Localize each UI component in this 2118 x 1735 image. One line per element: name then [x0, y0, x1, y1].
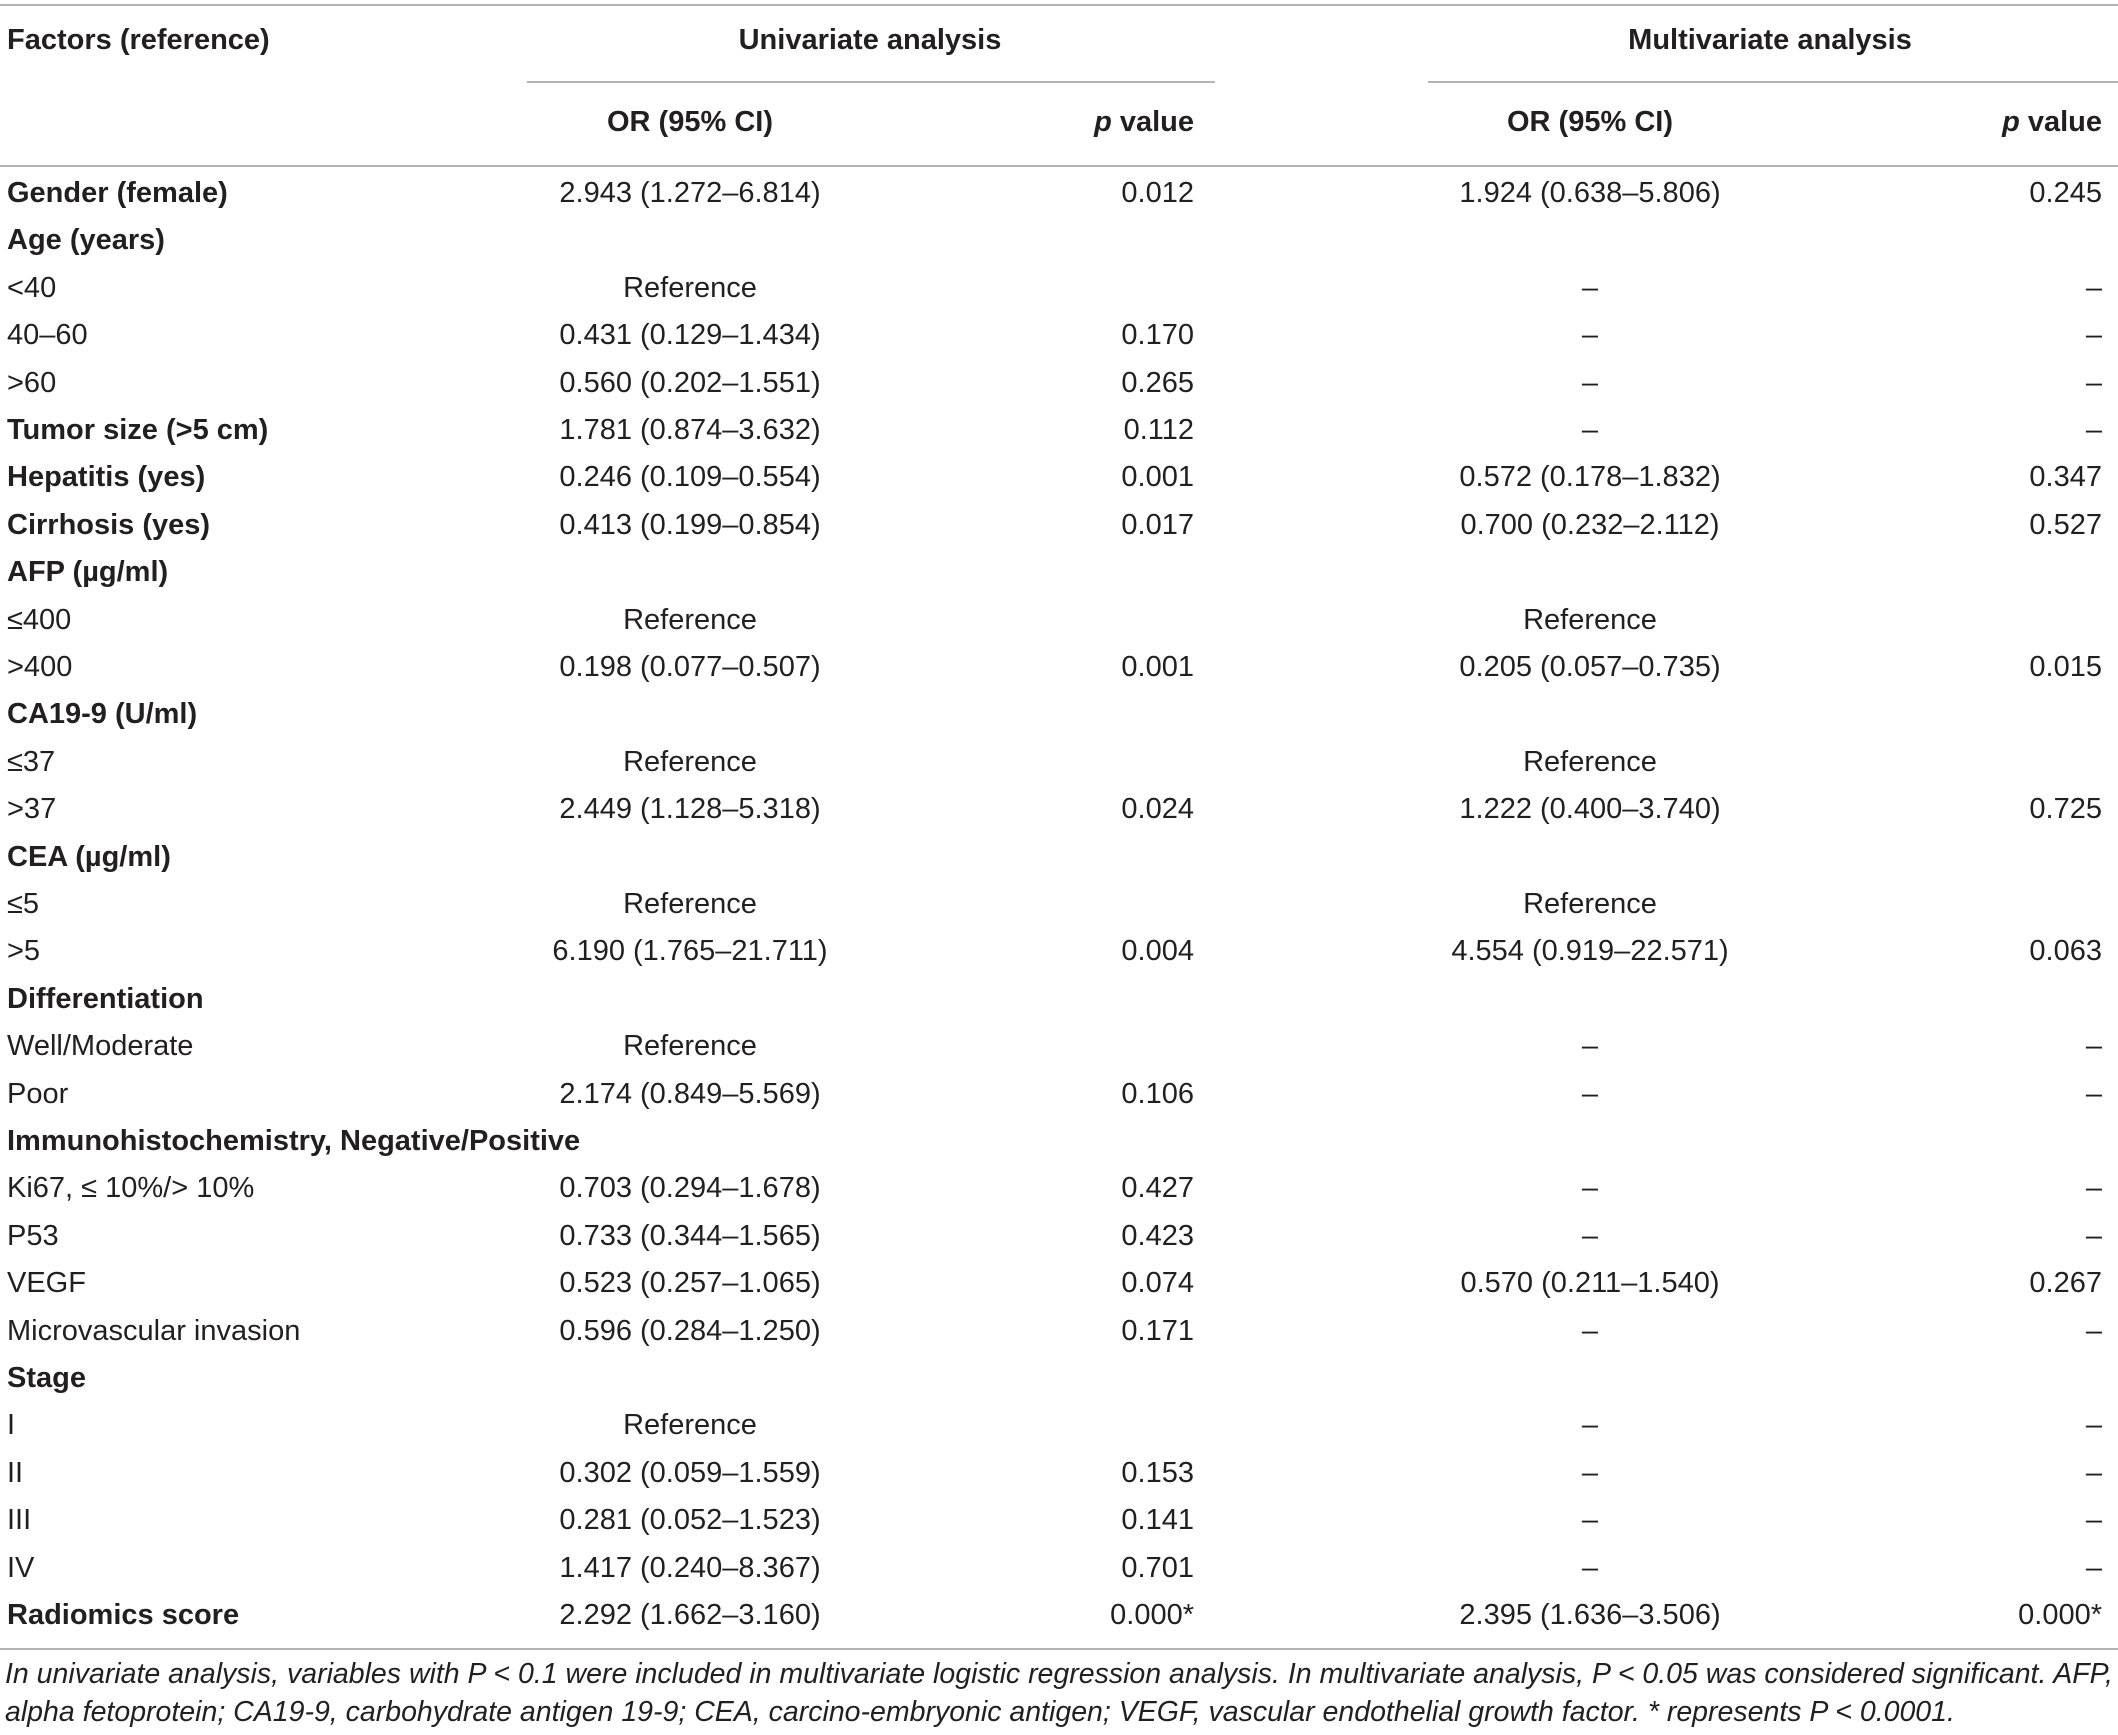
univariate-p-cell [1000, 976, 1194, 1023]
univariate-or-cell: 0.733 (0.344–1.565) [559, 1219, 821, 1252]
univariate-p-cell [1000, 1118, 1194, 1165]
table-footnote: In univariate analysis, variables with P < 0.1 were included in multivariate logistic regression analysis. In multivariate analysis, P < 0.05 was considered significant. AFP, alpha fetoprotein; CA19-9, carbohydrate antigen 19-9; CEA, carcino-embryonic antigen; VEGF, vascular endothelial growth factor. * represents P < 0.0001. [5, 1658, 2113, 1728]
header-factors: Factors (reference) [7, 24, 270, 56]
multivariate-p-cell [1900, 597, 2102, 644]
multivariate-p-cell: – [2085, 366, 2102, 399]
p-italic: p [2002, 106, 2020, 138]
multivariate-p-cell [1900, 549, 2102, 596]
factor-cell: Ki67, ≤ 10%/> 10% [7, 1172, 255, 1205]
univariate-p-cell [1000, 881, 1194, 928]
univariate-underline [527, 81, 1215, 83]
factor-cell: Tumor size (>5 cm) [7, 414, 269, 446]
multivariate-p-cell: – [2085, 414, 2102, 446]
multivariate-p-cell: – [2085, 1409, 2102, 1442]
univariate-or-cell: 1.781 (0.874–3.632) [559, 414, 821, 446]
multivariate-p-cell: – [2085, 319, 2102, 352]
multivariate-or-cell: – [1581, 1456, 1599, 1489]
univariate-p-cell: 0.000* [1110, 1599, 1194, 1631]
univariate-or-cell [530, 834, 850, 881]
multivariate-or-cell: 0.205 (0.057–0.735) [1459, 651, 1721, 683]
univariate-p-cell: 0.153 [1121, 1456, 1194, 1489]
header-multivariate-p [1900, 99, 2102, 146]
factor-cell: ≤37 [7, 745, 56, 778]
multivariate-or-cell: – [1581, 414, 1599, 446]
univariate-or-cell: 0.413 (0.199–0.854) [559, 508, 821, 541]
univariate-p-cell: 0.012 [1121, 177, 1194, 209]
factor-cell: >400 [7, 651, 73, 683]
multivariate-or-cell: 0.572 (0.178–1.832) [1459, 461, 1721, 494]
univariate-or-cell: Reference [623, 1030, 757, 1063]
multivariate-or-cell: – [1581, 1314, 1599, 1347]
p-italic: p [1094, 106, 1112, 138]
multivariate-or-cell: – [1581, 1551, 1599, 1584]
univariate-or-cell: 1.417 (0.240–8.367) [559, 1551, 821, 1584]
univariate-p-cell [1000, 549, 1194, 596]
multivariate-p-cell [1900, 1118, 2102, 1165]
univariate-p-cell: 0.141 [1121, 1504, 1194, 1537]
factor-cell: 40–60 [7, 319, 88, 352]
header-univariate-or: OR (95% CI) [607, 106, 773, 138]
multivariate-or-cell [1430, 976, 1750, 1023]
univariate-p-cell: 0.170 [1121, 319, 1194, 352]
factor-cell: II [7, 1456, 24, 1489]
multivariate-or-cell: Reference [1523, 603, 1657, 636]
univariate-or-cell: 0.523 (0.257–1.065) [559, 1267, 821, 1300]
univariate-p-cell [1000, 597, 1194, 644]
factor-cell: >60 [7, 366, 57, 399]
factor-cell: ≤400 [7, 603, 72, 636]
factor-cell: VEGF [7, 1267, 86, 1300]
univariate-p-cell [1000, 265, 1194, 312]
multivariate-or-cell: Reference [1523, 888, 1657, 920]
multivariate-p-cell: 0.347 [2029, 461, 2102, 494]
multivariate-or-cell: – [1581, 1077, 1599, 1110]
multivariate-or-cell [1430, 691, 1750, 738]
multivariate-p-cell: – [2085, 1314, 2102, 1347]
factor-cell: Age (years) [7, 224, 165, 257]
factor-cell: III [7, 1504, 32, 1537]
multivariate-p-cell: – [2085, 1456, 2102, 1489]
multivariate-or-cell [1430, 217, 1750, 264]
factor-cell: Differentiation [7, 982, 204, 1015]
univariate-p-cell [1000, 834, 1194, 881]
univariate-or-cell [530, 217, 850, 264]
univariate-or-cell: 0.560 (0.202–1.551) [559, 366, 821, 399]
factor-cell: Well/Moderate [7, 1030, 194, 1063]
factor-cell: Cirrhosis (yes) [7, 508, 211, 541]
univariate-p-cell: 0.423 [1121, 1219, 1194, 1252]
univariate-p-cell: 0.004 [1121, 935, 1194, 968]
multivariate-p-cell [1900, 834, 2102, 881]
multivariate-p-cell [1900, 976, 2102, 1023]
multivariate-p-cell [1900, 881, 2102, 928]
univariate-or-cell: 0.246 (0.109–0.554) [559, 461, 821, 494]
univariate-or-cell: 2.174 (0.849–5.569) [559, 1077, 821, 1110]
multivariate-p-cell: 0.000* [2018, 1599, 2102, 1631]
factor-cell: >37 [7, 793, 57, 826]
multivariate-p-cell: 0.245 [2029, 177, 2102, 209]
multivariate-or-cell: 1.924 (0.638–5.806) [1459, 177, 1721, 209]
univariate-p-cell: 0.171 [1121, 1314, 1194, 1347]
multivariate-p-cell: – [2085, 1219, 2102, 1252]
univariate-or-cell: Reference [623, 603, 757, 636]
univariate-or-cell: 0.281 (0.052–1.523) [559, 1504, 821, 1537]
multivariate-or-cell: – [1581, 366, 1599, 399]
factor-cell: ≤5 [7, 888, 40, 920]
multivariate-p-cell: – [2085, 1030, 2102, 1063]
multivariate-or-cell [1430, 834, 1750, 881]
factor-cell: Immunohistochemistry, Negative/Positive [7, 1125, 581, 1157]
univariate-p-cell: 0.024 [1121, 793, 1194, 826]
multivariate-or-cell: 0.700 (0.232–2.112) [1460, 508, 1720, 541]
p-value-label: value [1111, 106, 1194, 138]
header-bottom-rule [0, 165, 2118, 167]
multivariate-p-cell [1900, 217, 2102, 264]
univariate-p-cell: 0.265 [1121, 366, 1194, 399]
multivariate-or-cell: – [1581, 1504, 1599, 1537]
multivariate-p-cell: – [2085, 1077, 2102, 1110]
univariate-or-cell [530, 1355, 850, 1402]
multivariate-or-cell: – [1581, 271, 1599, 304]
table-bottom-rule [0, 1648, 2118, 1650]
multivariate-or-cell: Reference [1523, 745, 1657, 778]
multivariate-or-cell [1430, 1355, 1750, 1402]
univariate-or-cell: 0.596 (0.284–1.250) [559, 1314, 821, 1347]
univariate-or-cell: 0.703 (0.294–1.678) [559, 1172, 821, 1205]
univariate-or-cell [530, 691, 850, 738]
factor-cell: Gender (female) [7, 177, 228, 209]
univariate-p-cell [1000, 1402, 1194, 1449]
multivariate-p-cell: 0.267 [2029, 1267, 2102, 1300]
univariate-p-cell [1000, 691, 1194, 738]
multivariate-p-cell [1900, 739, 2102, 786]
multivariate-p-cell: 0.527 [2029, 508, 2102, 541]
univariate-p-cell: 0.001 [1121, 651, 1194, 683]
multivariate-or-cell: 2.395 (1.636–3.506) [1459, 1599, 1721, 1631]
p-value-label: value [2019, 106, 2102, 138]
factor-cell: Radiomics score [7, 1599, 240, 1631]
multivariate-or-cell: – [1581, 1030, 1599, 1063]
multivariate-p-cell: – [2085, 1551, 2102, 1584]
univariate-or-cell: 2.943 (1.272–6.814) [559, 177, 821, 209]
univariate-or-cell: 0.431 (0.129–1.434) [559, 319, 821, 352]
factor-cell: <40 [7, 271, 57, 304]
factor-cell: CEA (µg/ml) [7, 840, 171, 873]
multivariate-or-cell: 1.222 (0.400–3.740) [1459, 793, 1721, 826]
header-univariate: Univariate analysis [738, 24, 1002, 56]
factor-cell: AFP (µg/ml) [7, 556, 169, 589]
header-multivariate: Multivariate analysis [1628, 24, 1912, 56]
multivariate-p-cell: – [2085, 1172, 2102, 1205]
univariate-or-cell: 2.449 (1.128–5.318) [559, 793, 821, 826]
multivariate-underline [1428, 81, 2118, 83]
univariate-or-cell: Reference [623, 888, 757, 920]
univariate-p-cell [1000, 739, 1194, 786]
factor-cell: Poor [7, 1077, 69, 1110]
factor-cell: >5 [7, 935, 41, 968]
factor-cell: Microvascular invasion [7, 1314, 301, 1347]
univariate-or-cell: 2.292 (1.662–3.160) [559, 1599, 821, 1631]
multivariate-p-cell: 0.725 [2029, 793, 2102, 826]
multivariate-or-cell: – [1581, 1172, 1599, 1205]
multivariate-p-cell [1900, 1355, 2102, 1402]
multivariate-or-cell [1430, 549, 1750, 596]
multivariate-p-cell: 0.063 [2029, 935, 2102, 968]
univariate-p-cell: 0.106 [1121, 1077, 1194, 1110]
factor-cell: P53 [7, 1219, 59, 1252]
multivariate-or-cell: 4.554 (0.919–22.571) [1451, 935, 1729, 968]
univariate-or-cell: 0.302 (0.059–1.559) [559, 1456, 821, 1489]
univariate-p-cell [1000, 1023, 1194, 1070]
univariate-p-cell: 0.074 [1121, 1267, 1194, 1300]
factor-cell: IV [7, 1551, 35, 1584]
univariate-or-cell: Reference [623, 745, 757, 778]
header-multivariate-or: OR (95% CI) [1507, 106, 1673, 138]
univariate-or-cell: Reference [623, 271, 757, 304]
multivariate-p-cell [1900, 691, 2102, 738]
multivariate-or-cell: – [1581, 1409, 1599, 1442]
multivariate-p-cell: – [2085, 1504, 2102, 1537]
factor-cell: CA19-9 (U/ml) [7, 698, 198, 731]
univariate-or-cell [530, 1118, 850, 1165]
multivariate-or-cell: 0.570 (0.211–1.540) [1460, 1267, 1720, 1300]
univariate-or-cell: 0.198 (0.077–0.507) [559, 651, 821, 683]
univariate-p-cell: 0.017 [1121, 508, 1194, 541]
univariate-p-cell: 0.001 [1121, 461, 1194, 494]
factor-cell: I [7, 1409, 16, 1442]
multivariate-p-cell: – [2085, 271, 2102, 304]
multivariate-or-cell [1430, 1118, 1750, 1165]
header-univariate-p [1000, 99, 1194, 146]
univariate-p-cell: 0.112 [1123, 414, 1194, 446]
multivariate-or-cell: – [1581, 319, 1599, 352]
univariate-or-cell: Reference [623, 1409, 757, 1442]
univariate-or-cell [530, 976, 850, 1023]
univariate-p-cell: 0.701 [1121, 1551, 1194, 1584]
multivariate-p-cell: 0.015 [2029, 651, 2102, 683]
factor-cell: Hepatitis (yes) [7, 461, 206, 494]
univariate-or-cell: 6.190 (1.765–21.711) [552, 935, 828, 968]
univariate-p-cell [1000, 217, 1194, 264]
factor-cell: Stage [7, 1362, 86, 1394]
univariate-p-cell: 0.427 [1121, 1172, 1194, 1205]
multivariate-or-cell: – [1581, 1219, 1599, 1252]
univariate-or-cell [530, 549, 850, 596]
table-top-rule [0, 4, 2118, 6]
univariate-p-cell [1000, 1355, 1194, 1402]
